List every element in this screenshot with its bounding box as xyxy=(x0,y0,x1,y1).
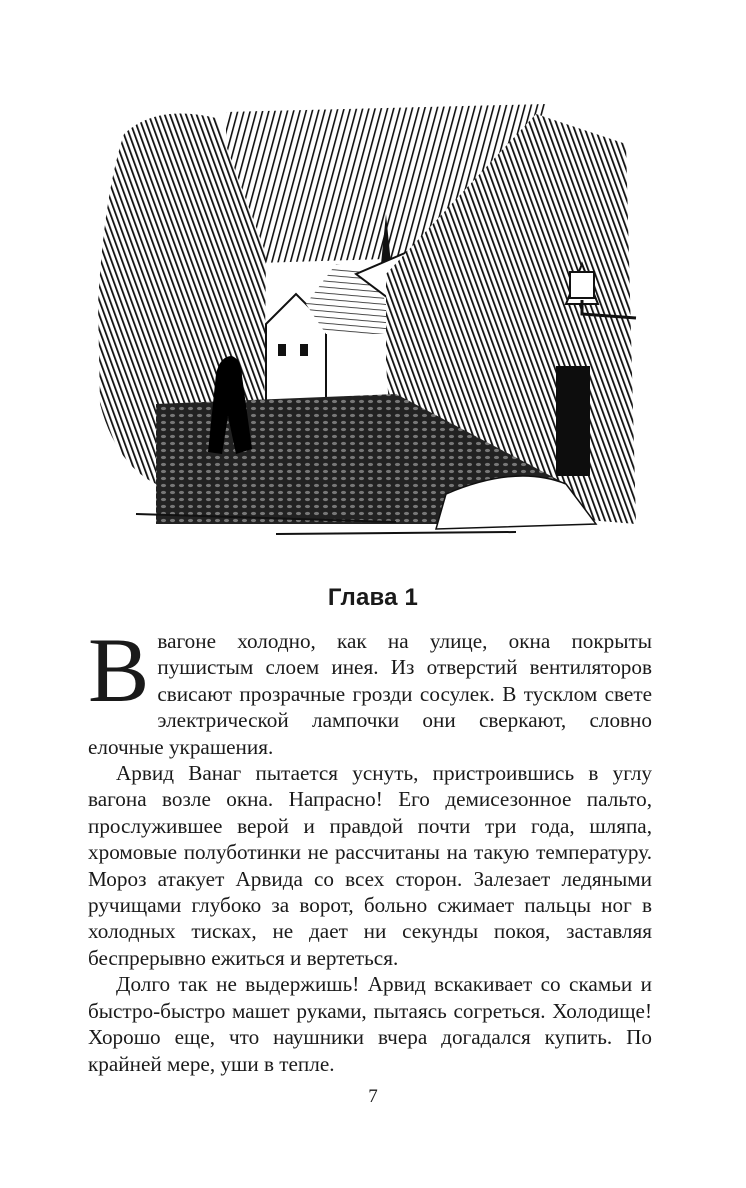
chapter-body xyxy=(88,619,652,1077)
paragraph-2: Арвид Ванаг пытается уснуть, пристроившись в углу вагона возле окна. Напрасно! Его демисезонное пальто, прослужившее верой и правдой почти три года, шляпа, хромовые полуботинки не рассчитаны на такую температуру. Мороз атакует Арвида со всех сторон. Залезает ледяными ручищами глубоко за ворот, больно сжимает пальцы ног в холодных тисках, не дает ни секунды покоя, заставляя беспрерывно ежиться и вертеться. xyxy=(88,761,652,970)
chapter-title: Глава 1 xyxy=(327,584,419,611)
paragraph-1 xyxy=(88,619,652,760)
chapter-illustration xyxy=(96,104,642,550)
drop-cap: В xyxy=(88,619,150,721)
paragraph-3: Долго так не выдержишь! Арвид вскакивает со скамьи и быстро-быстро машет руками, пытаясь согреться. Холодище! Хорошо еще, что наушники вчера догадался купить. По крайней мере, уши в тепле. xyxy=(88,972,652,1076)
page-number: 7 xyxy=(368,1086,378,1107)
paragraph-1-text: вагоне холодно, как на улице, окна покрыты пушистым слоем инея. Из отверстий вентиляторов свисают прозрачные грозди сосулек. В тусклом свете электрической лампочки они сверкают, словно елочные украшения. xyxy=(88,629,652,759)
